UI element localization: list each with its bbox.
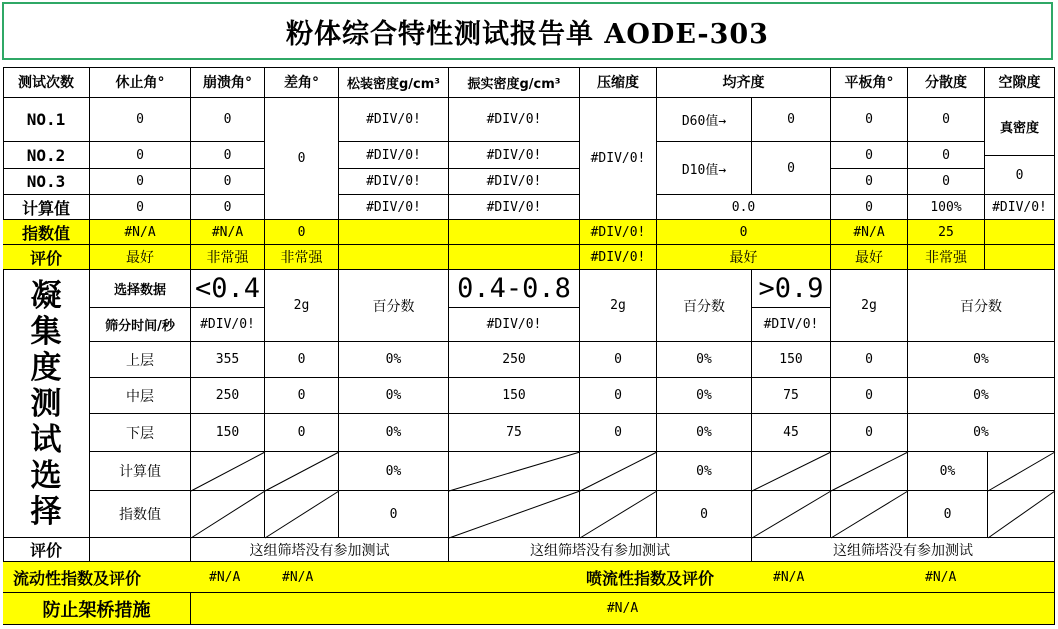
group2-index-value: 0 bbox=[657, 491, 752, 538]
agg-calc-label: 计算值 bbox=[90, 452, 191, 491]
uniformity-index: 0 bbox=[657, 220, 831, 245]
header-tap-density: 振实密度g/cm³ bbox=[449, 67, 580, 98]
group1-index-value: 0 bbox=[339, 491, 449, 538]
tap-no1: #DIV/0! bbox=[449, 98, 580, 142]
d60-label: D60值→ bbox=[657, 98, 752, 142]
disp-no2: 0 bbox=[908, 142, 985, 169]
group3-middle-weight: 0 bbox=[831, 378, 908, 414]
group1-upper-mesh: 355 bbox=[191, 342, 265, 378]
group2-middle-weight: 0 bbox=[580, 378, 657, 414]
d10-value: 0 bbox=[752, 142, 831, 195]
tap-no2: #DIV/0! bbox=[449, 142, 580, 169]
bulk-index bbox=[339, 220, 449, 245]
group3-lower-weight: 0 bbox=[831, 414, 908, 452]
group1-index-blank-b bbox=[265, 491, 339, 538]
flowability-row bbox=[3, 562, 1055, 593]
void-eval bbox=[985, 245, 1055, 270]
compressibility-value: #DIV/0! bbox=[580, 98, 657, 220]
flowability-label: 流动性指数及评价 bbox=[13, 568, 142, 588]
group2-calc-value: 0% bbox=[657, 452, 752, 491]
group1-calc-blank-b bbox=[265, 452, 339, 491]
group3-lower-percent: 0% bbox=[908, 414, 1055, 452]
group1-upper-percent: 0% bbox=[339, 342, 449, 378]
group2-range: 0.4-0.8 bbox=[449, 270, 580, 308]
group1-middle-mesh: 250 bbox=[191, 378, 265, 414]
group2-calc-blank-a bbox=[449, 452, 580, 491]
group3-upper-weight: 0 bbox=[831, 342, 908, 378]
group1-middle-weight: 0 bbox=[265, 378, 339, 414]
group2-upper-weight: 0 bbox=[580, 342, 657, 378]
plate-no3: 0 bbox=[831, 169, 908, 195]
group3-calc-blank-b bbox=[831, 452, 908, 491]
group2-upper-percent: 0% bbox=[657, 342, 752, 378]
repose-eval: 最好 bbox=[90, 245, 191, 270]
header-voidage: 空隙度 bbox=[985, 67, 1055, 98]
sieve-time-label: 筛分时间/秒 bbox=[90, 308, 191, 342]
jetting-label: 喷流性指数及评价 bbox=[586, 568, 715, 588]
group1-lower-percent: 0% bbox=[339, 414, 449, 452]
agg-title-char: 测 bbox=[30, 385, 62, 422]
report-title: 粉体综合特性测试报告单 AODE-303 bbox=[2, 2, 1053, 60]
group2-upper-mesh: 250 bbox=[449, 342, 580, 378]
disp-eval: 非常强 bbox=[908, 245, 985, 270]
group3-index-blank-c bbox=[988, 491, 1055, 538]
collapse-calc: 0 bbox=[191, 195, 265, 220]
group2-lower-percent: 0% bbox=[657, 414, 752, 452]
flowability-index: #N/A bbox=[209, 569, 241, 585]
group3-time: #DIV/0! bbox=[752, 308, 831, 342]
group3-upper-percent: 0% bbox=[908, 342, 1055, 378]
true-density-label: 真密度 bbox=[985, 98, 1055, 156]
group3-middle-percent: 0% bbox=[908, 378, 1055, 414]
group3-index-blank-b bbox=[831, 491, 908, 538]
group3-index-value: 0 bbox=[908, 491, 988, 538]
repose-no2: 0 bbox=[90, 142, 191, 169]
agg-eval-label: 评价 bbox=[3, 538, 90, 562]
plate-calc: 0 bbox=[831, 195, 908, 220]
collapse-no3: 0 bbox=[191, 169, 265, 195]
true-density-value: 0 bbox=[985, 156, 1055, 195]
jetting-index: #N/A bbox=[773, 569, 805, 585]
group1-lower-weight: 0 bbox=[265, 414, 339, 452]
select-data-label: 选择数据 bbox=[90, 270, 191, 308]
group3-weight-header: 2g bbox=[831, 270, 908, 342]
group2-middle-percent: 0% bbox=[657, 378, 752, 414]
group3-calc-value: 0% bbox=[908, 452, 988, 491]
collapse-index: #N/A bbox=[191, 220, 265, 245]
agglomeration-title bbox=[3, 270, 90, 538]
agg-title-char: 试 bbox=[30, 421, 62, 458]
agg-index-label: 指数值 bbox=[90, 491, 191, 538]
upper-layer-label: 上层 bbox=[90, 342, 191, 378]
group3-calc-blank-a bbox=[752, 452, 831, 491]
header-bulk-density: 松装密度g/cm³ bbox=[339, 67, 449, 98]
group1-lower-mesh: 150 bbox=[191, 414, 265, 452]
row-label-no3: NO.3 bbox=[3, 169, 90, 195]
report-grid bbox=[3, 0, 1058, 629]
bulk-calc: #DIV/0! bbox=[339, 195, 449, 220]
group1-eval: 这组筛塔没有参加测试 bbox=[191, 538, 449, 562]
agg-title-char: 择 bbox=[30, 493, 62, 530]
group1-upper-weight: 0 bbox=[265, 342, 339, 378]
compress-index: #DIV/0! bbox=[580, 220, 657, 245]
header-repose-angle: 休止角° bbox=[90, 67, 191, 98]
agg-eval-blank bbox=[90, 538, 191, 562]
group1-middle-percent: 0% bbox=[339, 378, 449, 414]
row-label-calc: 计算值 bbox=[3, 195, 90, 220]
anti-bridging-label: 防止架桥措施 bbox=[3, 593, 191, 625]
disp-no1: 0 bbox=[908, 98, 985, 142]
group3-index-blank-a bbox=[752, 491, 831, 538]
group1-calc-value: 0% bbox=[339, 452, 449, 491]
agg-title-char: 凝 bbox=[30, 277, 62, 314]
row-label-no2: NO.2 bbox=[3, 142, 90, 169]
header-plate-angle: 平板角° bbox=[831, 67, 908, 98]
compress-eval: #DIV/0! bbox=[580, 245, 657, 270]
middle-layer-label: 中层 bbox=[90, 378, 191, 414]
repose-no3: 0 bbox=[90, 169, 191, 195]
anti-bridging-value: #N/A bbox=[191, 593, 1055, 625]
group2-lower-weight: 0 bbox=[580, 414, 657, 452]
header-difference-angle: 差角° bbox=[265, 67, 339, 98]
plate-no2: 0 bbox=[831, 142, 908, 169]
bulk-eval bbox=[339, 245, 449, 270]
group3-lower-mesh: 45 bbox=[752, 414, 831, 452]
lower-layer-label: 下层 bbox=[90, 414, 191, 452]
collapse-eval: 非常强 bbox=[191, 245, 265, 270]
uniformity-calc: 0.0 bbox=[657, 195, 831, 220]
plate-eval: 最好 bbox=[831, 245, 908, 270]
header-collapse-angle: 崩溃角° bbox=[191, 67, 265, 98]
group2-middle-mesh: 150 bbox=[449, 378, 580, 414]
group2-eval: 这组筛塔没有参加测试 bbox=[449, 538, 752, 562]
group3-percent-header: 百分数 bbox=[908, 270, 1055, 342]
tap-index bbox=[449, 220, 580, 245]
agg-title-char: 集 bbox=[30, 313, 62, 350]
header-dispersibility: 分散度 bbox=[908, 67, 985, 98]
group2-lower-mesh: 75 bbox=[449, 414, 580, 452]
plate-no1: 0 bbox=[831, 98, 908, 142]
group3-middle-mesh: 75 bbox=[752, 378, 831, 414]
group1-range: <0.4 bbox=[191, 270, 265, 308]
flowability-eval: #N/A bbox=[282, 569, 314, 585]
uniformity-eval: 最好 bbox=[657, 245, 831, 270]
bulk-no3: #DIV/0! bbox=[339, 169, 449, 195]
diff-eval: 非常强 bbox=[265, 245, 339, 270]
group1-index-blank-a bbox=[191, 491, 265, 538]
diff-index: 0 bbox=[265, 220, 339, 245]
disp-no3: 0 bbox=[908, 169, 985, 195]
d60-value: 0 bbox=[752, 98, 831, 142]
header-uniformity: 均齐度 bbox=[657, 67, 831, 98]
header-compressibility: 压缩度 bbox=[580, 67, 657, 98]
group2-percent-header: 百分数 bbox=[657, 270, 752, 342]
group3-range: >0.9 bbox=[752, 270, 831, 308]
collapse-no1: 0 bbox=[191, 98, 265, 142]
jetting-eval: #N/A bbox=[925, 569, 957, 585]
plate-index: #N/A bbox=[831, 220, 908, 245]
disp-calc: 100% bbox=[908, 195, 985, 220]
group2-calc-blank-b bbox=[580, 452, 657, 491]
header-test-count: 测试次数 bbox=[3, 67, 90, 98]
bulk-no2: #DIV/0! bbox=[339, 142, 449, 169]
row-label-index: 指数值 bbox=[3, 220, 90, 245]
difference-angle-value: 0 bbox=[265, 98, 339, 220]
group1-time: #DIV/0! bbox=[191, 308, 265, 342]
row-label-no1: NO.1 bbox=[3, 98, 90, 142]
group2-weight-header: 2g bbox=[580, 270, 657, 342]
tap-eval bbox=[449, 245, 580, 270]
group1-weight-header: 2g bbox=[265, 270, 339, 342]
group3-upper-mesh: 150 bbox=[752, 342, 831, 378]
void-index bbox=[985, 220, 1055, 245]
agg-title-char: 度 bbox=[30, 349, 62, 386]
group3-eval: 这组筛塔没有参加测试 bbox=[752, 538, 1055, 562]
tap-no3: #DIV/0! bbox=[449, 169, 580, 195]
bulk-no1: #DIV/0! bbox=[339, 98, 449, 142]
d10-label: D10值→ bbox=[657, 142, 752, 195]
group2-index-blank-b bbox=[580, 491, 657, 538]
tap-calc: #DIV/0! bbox=[449, 195, 580, 220]
disp-index: 25 bbox=[908, 220, 985, 245]
group2-index-blank-a bbox=[449, 491, 580, 538]
group1-calc-blank-a bbox=[191, 452, 265, 491]
void-calc: #DIV/0! bbox=[985, 195, 1055, 220]
repose-no1: 0 bbox=[90, 98, 191, 142]
row-label-eval: 评价 bbox=[3, 245, 90, 270]
repose-calc: 0 bbox=[90, 195, 191, 220]
group2-time: #DIV/0! bbox=[449, 308, 580, 342]
repose-index: #N/A bbox=[90, 220, 191, 245]
group1-percent-header: 百分数 bbox=[339, 270, 449, 342]
collapse-no2: 0 bbox=[191, 142, 265, 169]
agg-title-char: 选 bbox=[30, 457, 62, 494]
group3-calc-blank-c bbox=[988, 452, 1055, 491]
